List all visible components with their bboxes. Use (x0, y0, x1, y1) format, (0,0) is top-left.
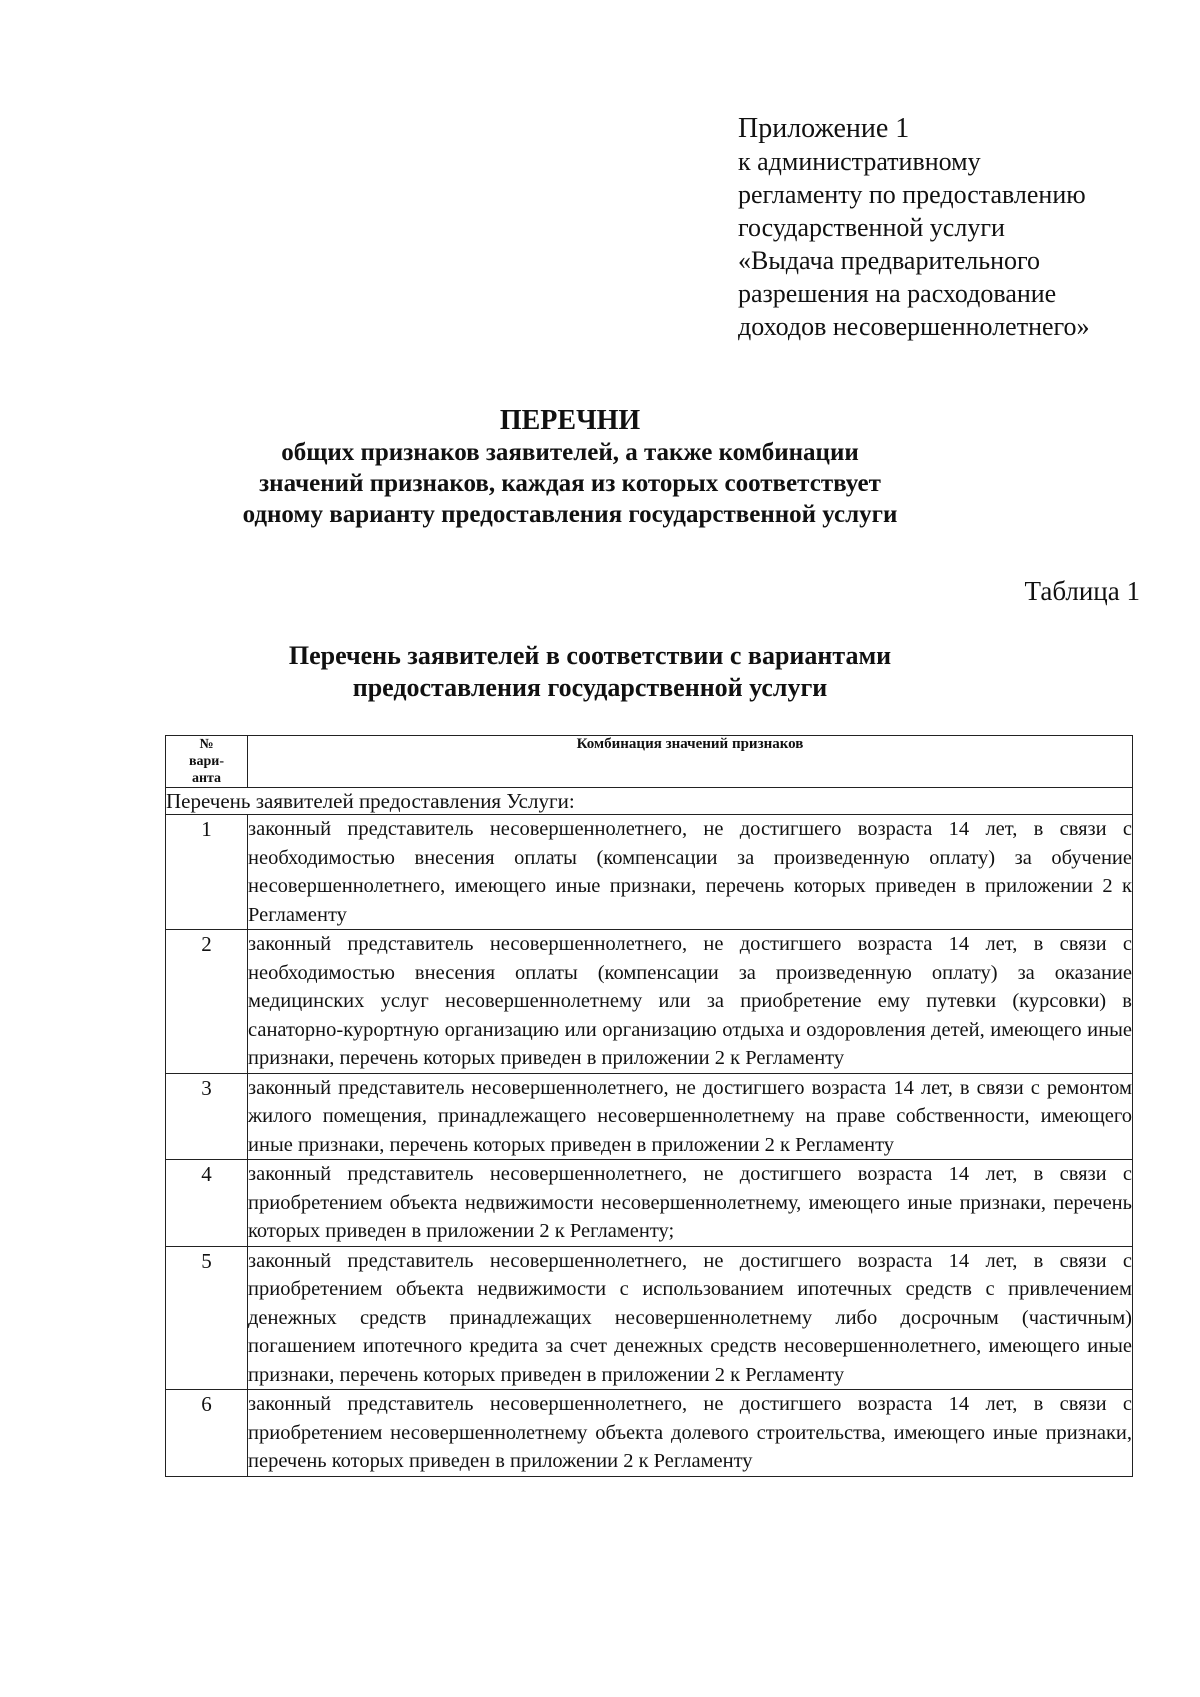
document-title: ПЕРЕЧНИ (499, 405, 641, 436)
section-row (166, 788, 1133, 815)
variant-number: 4 (166, 1160, 248, 1247)
table-title-line: предоставления государственной услуги (352, 673, 828, 702)
variant-description: законный представитель несовершеннолетнего, не достигшего возраста 14 лет, в связи с приобретением несовершеннолетнему объекта долевого строительства, имеющего иные признаки, перечень которых приведен в приложении 2 к Регламенту (248, 1390, 1133, 1477)
variant-number: 5 (166, 1246, 248, 1390)
table-row (166, 1390, 1133, 1477)
table-title (180, 640, 1000, 704)
heading-line: общих признаков заявителей, а также комбинации (281, 439, 859, 466)
variant-description: законный представитель несовершеннолетнего, не достигшего возраста 14 лет, в связи с необходимостью внесения оплаты (компенсации за произведенную оплату) за обучение несовершеннолетнего, имеющего иные признаки, перечень которых приведен в приложении 2 к Регламенту (248, 815, 1133, 930)
appendix-line: Приложение 1 (738, 113, 910, 144)
table-row (166, 1160, 1133, 1247)
variant-number: 1 (166, 815, 248, 930)
appendix-line: доходов несовершеннолетнего» (738, 312, 1090, 341)
variant-description: законный представитель несовершеннолетнего, не достигшего возраста 14 лет, в связи с приобретением объекта недвижимости несовершеннолетнему, имеющего иные признаки, перечень которых приведен в приложении 2 к Регламенту; (248, 1160, 1133, 1247)
variant-description: законный представитель несовершеннолетнего, не достигшего возраста 14 лет, в связи с необходимостью внесения оплаты (компенсации за произведенную оплату) за оказание медицинских услуг несовершеннолетнему или за приобретение ему путевки (курсовки) в санаторно-курортную организацию или организацию отдыха и оздоровления детей, имеющего иные признаки, перечень которых приведен в приложении 2 к Регламенту (248, 930, 1133, 1074)
appendix-line: государственной услуги (738, 213, 1005, 242)
header-num-line: вари- (188, 754, 225, 769)
heading-line: одному варианту предоставления государственной услуги (242, 501, 898, 528)
table-title-line: Перечень заявителей в соответствии с вариантами (288, 641, 892, 670)
header-num-line: анта (191, 771, 222, 786)
heading-line: значений признаков, каждая из которых соответствует (259, 470, 881, 497)
appendix-line: «Выдача предварительного (738, 246, 1041, 275)
document-heading (140, 405, 1000, 530)
appendix-line: разрешения на расходование (738, 279, 1057, 308)
table-row (166, 1246, 1133, 1390)
variant-description: законный представитель несовершеннолетнего, не достигшего возраста 14 лет, в связи с приобретением объекта недвижимости с использованием ипотечных средств с привлечением денежных средств принадлежащих несовершеннолетнему либо досрочным (частичным) погашением ипотечного кредита за счет денежных средств несовершеннолетнего, имеющего иные признаки, перечень которых приведен в приложении 2 к Регламенту (248, 1246, 1133, 1390)
table-label: Таблица 1 (1024, 576, 1140, 606)
table-header-row (166, 736, 1133, 788)
table-row (166, 930, 1133, 1074)
variants-table (165, 735, 1133, 1477)
variant-description: законный представитель несовершеннолетнего, не достигшего возраста 14 лет, в связи с ремонтом жилого помещения, принадлежащего несовершеннолетнему на праве собственности, имеющего иные признаки, перечень которых приведен в приложении 2 к Регламенту (248, 1073, 1133, 1160)
appendix-line: регламенту по предоставлению (738, 180, 1086, 209)
header-num-line: № (199, 737, 214, 752)
header-combination: Комбинация значений признаков (248, 736, 1133, 788)
table-row (166, 815, 1133, 930)
section-title: Перечень заявителей предоставления Услуги: (166, 788, 1133, 815)
header-variant-number (166, 736, 248, 788)
appendix-block (738, 112, 1178, 343)
variant-number: 2 (166, 930, 248, 1074)
table-row (166, 1073, 1133, 1160)
appendix-line: к административному (738, 147, 981, 176)
variant-number: 6 (166, 1390, 248, 1477)
variant-number: 3 (166, 1073, 248, 1160)
